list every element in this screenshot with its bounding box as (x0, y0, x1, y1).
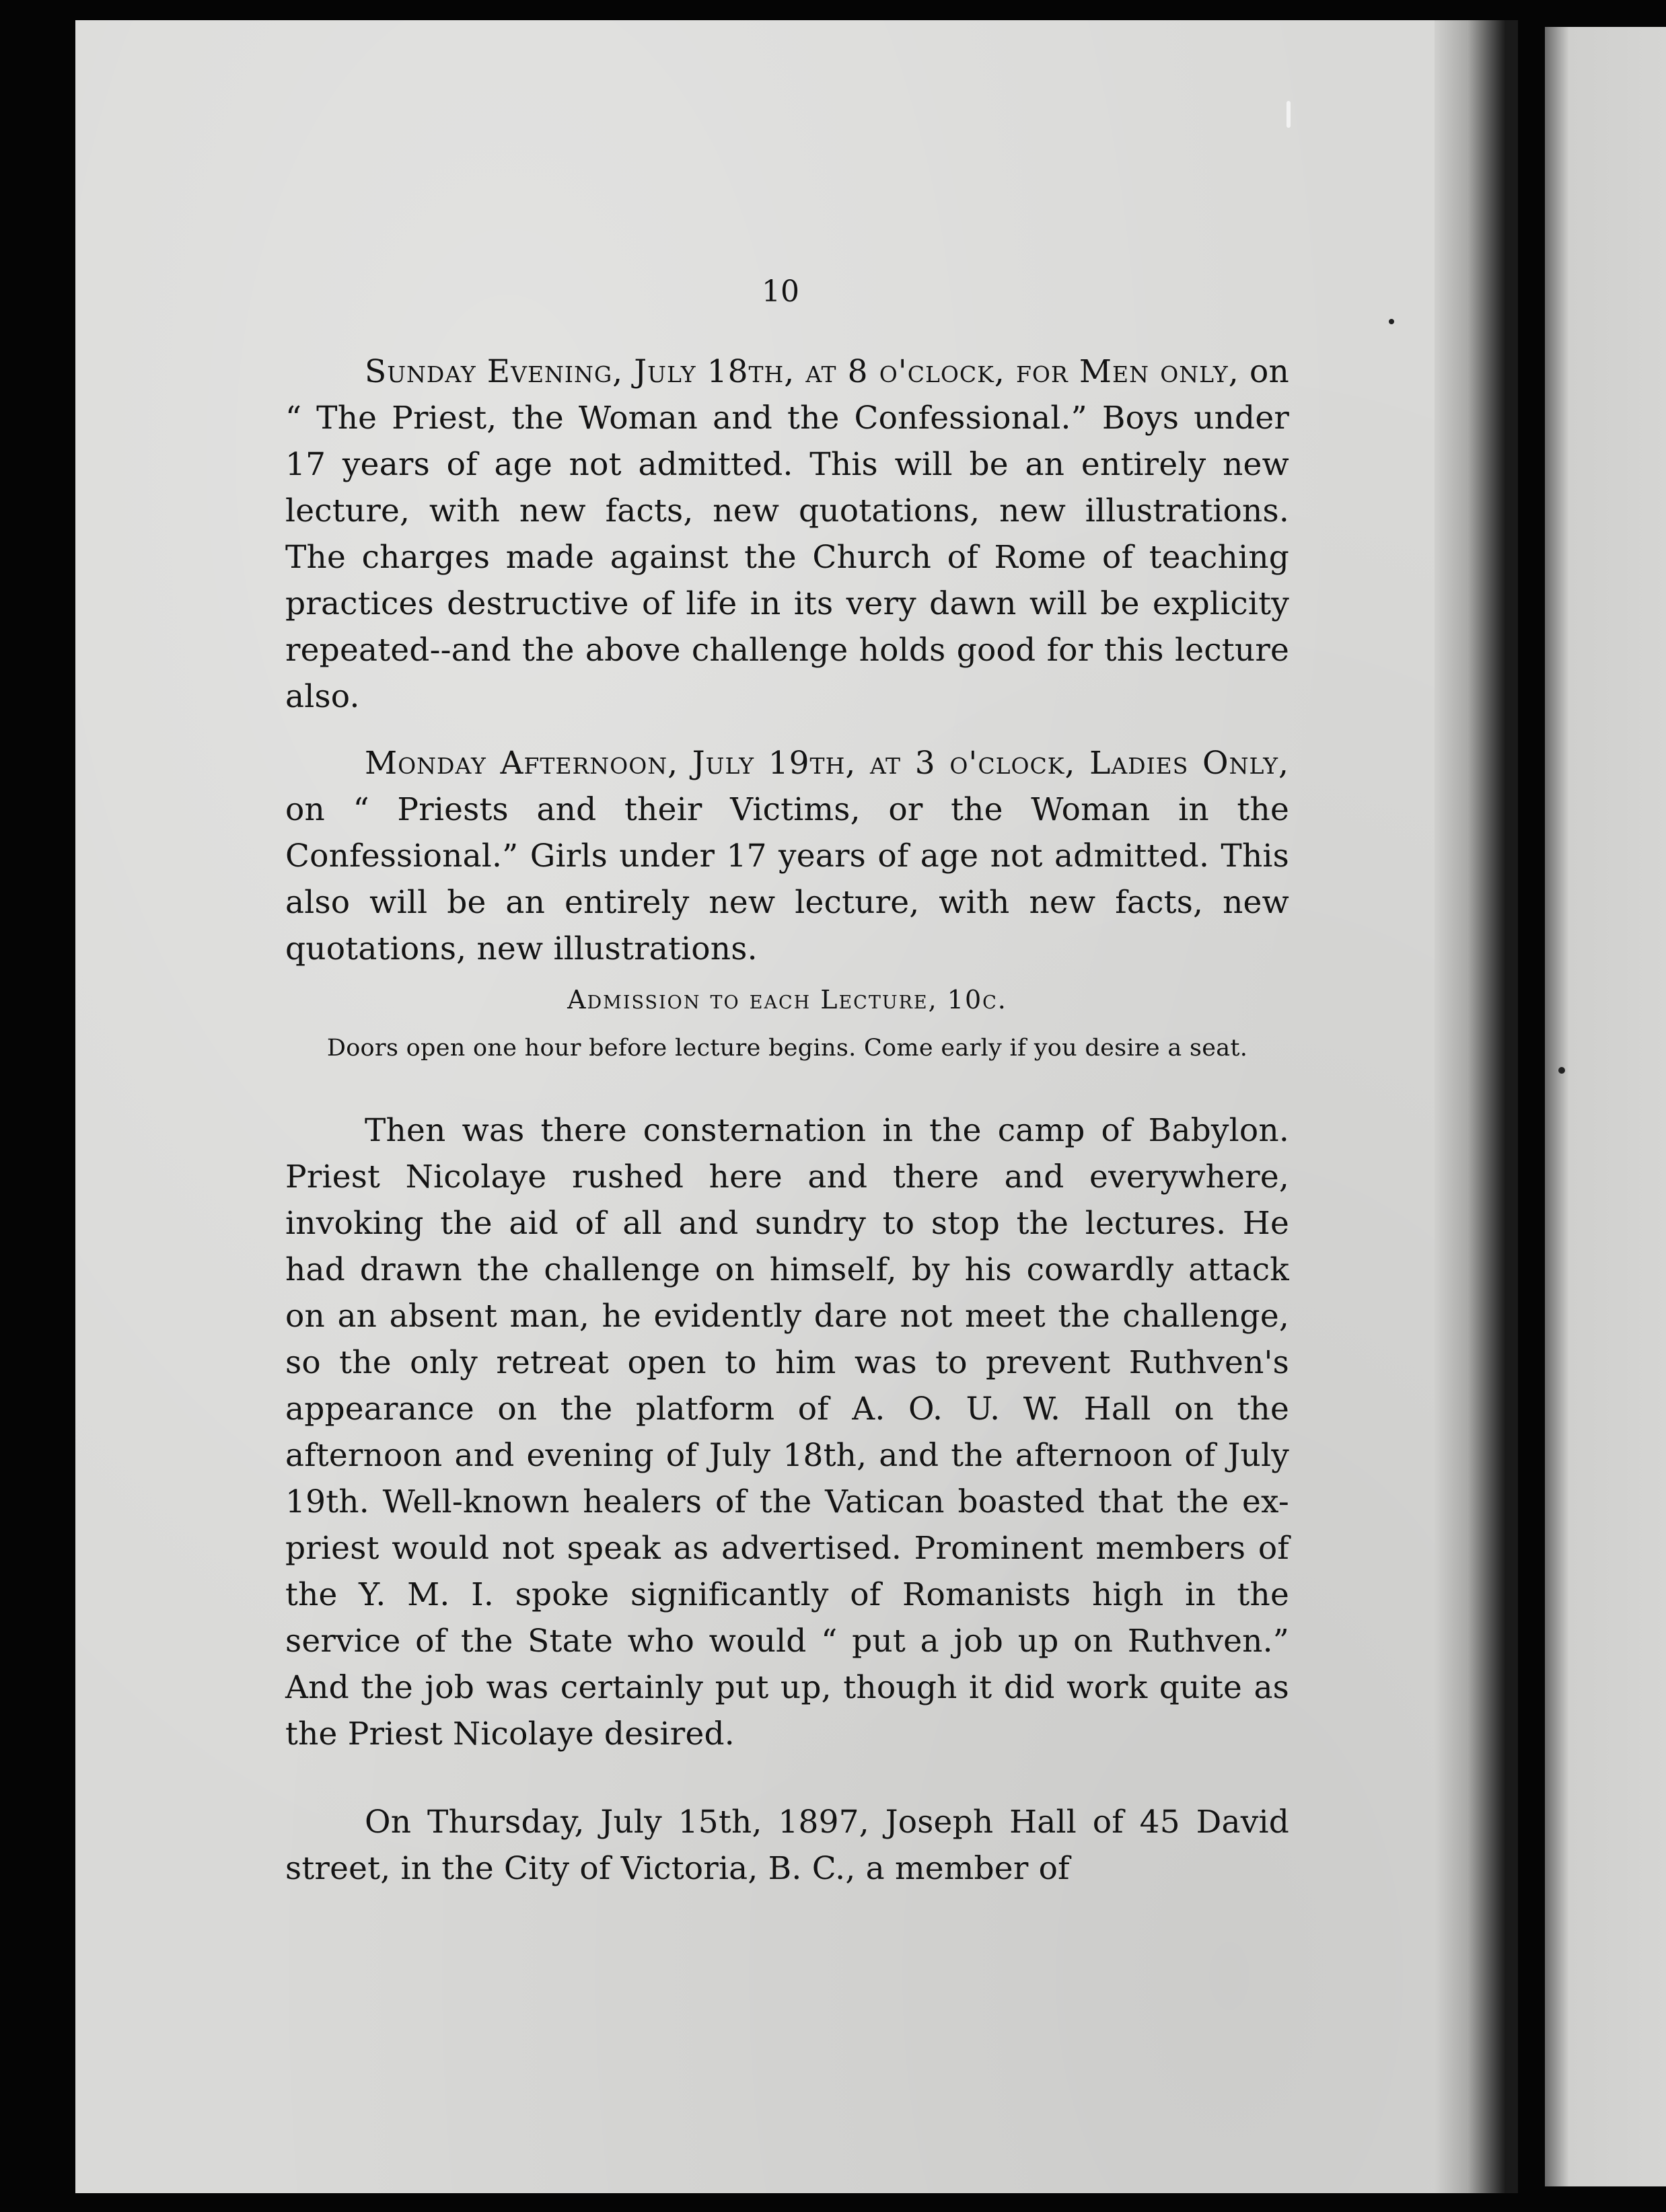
monday-body: on “ Priests and their Victims, or the Woman in the Confessional.” Girls under 17 years of age not admitted. This also will be an entirely new lecture, with new facts, new quotations, new illustrations. (285, 791, 1289, 967)
scan-speck (1389, 319, 1394, 324)
paragraph-consternation: Then was there consternation in the camp of Babylon. Priest Nicolaye rushed here and there and everywhere, invoking the aid of all and sundry to stop the lectures. He had drawn the challenge on himself, by his cowardly attack on an absent man, he evidently dare not meet the challenge, so the only retreat open to him was to prevent Ruthven's appearance on the platform of A. O. U. W. Hall on the afternoon and evening of July 18th, and the afternoon of July 19th. Well-known healers of the Vatican boasted that the ex-priest would not speak as advertised. Prominent members of the Y. M. I. spoke significantly of Romanists high in the service of the State who would “ put a job up on Ruthven.” And the job was certainly put up, though it did work quite as the Priest Nicolaye desired. (285, 1112, 1289, 1753)
paragraph-monday-lecture (285, 740, 1289, 972)
sunday-body: on “ The Priest, the Woman and the Confessional.” Boys under 17 years of age not admitted. This will be an entirely new lecture, with new facts, new quotations, new illustrations. The charges made against the Church of Rome of teaching practices destructive of life in its very dawn will be explicity repeated--and the above challenge holds good for this lecture also. (285, 353, 1290, 715)
admission-notice: Admission to each Lecture, 10c. (567, 985, 1007, 1015)
sunday-lead-in: Sunday Evening, July 18th, at 8 o'clock, for Men only, (365, 353, 1239, 390)
scan-speck (1287, 101, 1291, 128)
doors-notice: Doors open one hour before lecture begins. Come early if you desire a seat. (326, 1035, 1248, 1062)
adjacent-page-edge (1545, 27, 1666, 2186)
paragraph-sunday-lecture (285, 348, 1289, 720)
monday-lead-in: Monday Afternoon, July 19th, at 3 o'clock, Ladies Only, (365, 745, 1289, 782)
page-gutter-shadow (1435, 20, 1518, 2193)
page-number: 10 (762, 274, 799, 309)
paragraph-thursday: On Thursday, July 15th, 1897, Joseph Hall of 45 David street, in the City of Victoria, B. C., a member of (285, 1804, 1289, 1887)
scan-speck (1558, 1067, 1565, 1074)
